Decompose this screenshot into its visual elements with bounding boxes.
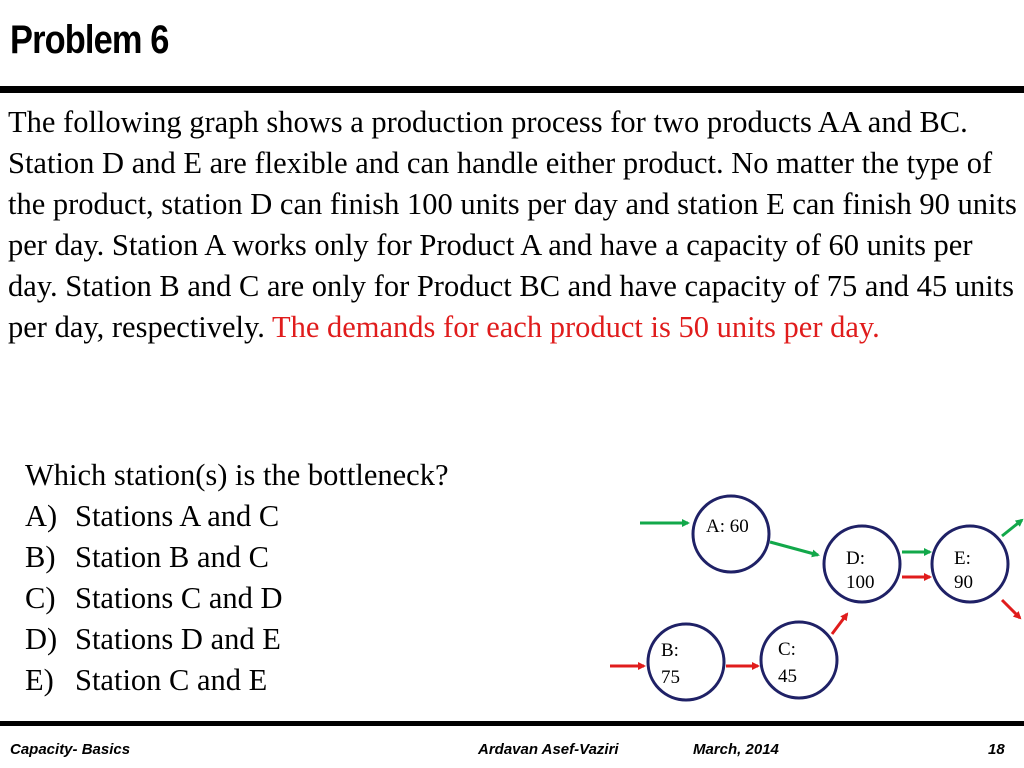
station-a-node [693,496,769,572]
footer-date: March, 2014 [693,741,779,758]
station-e-node [932,526,1008,602]
option-text: Stations D and E [75,622,281,656]
arrow-c-to-d [832,614,847,634]
station-c-capacity: 45 [778,666,797,687]
station-d-node [824,526,900,602]
option-letter: A) [25,499,58,533]
option-d [25,619,449,660]
option-text: Station B and C [75,540,270,574]
process-flow-diagram [600,480,1024,710]
footer-author: Ardavan Asef-Vaziri [478,741,619,758]
option-letter: D) [25,622,58,656]
option-e [25,660,449,701]
option-text: Stations A and C [75,499,280,533]
station-a-label: A: 60 [706,516,749,537]
station-e-label: E: [954,548,971,569]
question-prompt: Which station(s) is the bottleneck? [25,458,449,492]
option-c [25,578,449,619]
arrow-output-green [1002,520,1022,536]
title-divider [0,86,1024,93]
option-letter: B) [25,540,56,574]
arrow-output-red [1002,600,1020,618]
option-text: Station C and E [75,663,268,697]
footer-divider [0,721,1024,726]
station-c-node [761,622,837,698]
option-a [25,496,449,537]
question-block [25,455,449,701]
demand-highlight: The demands for each product is 50 units per day. [271,310,880,344]
option-text: Stations C and D [75,581,283,615]
station-e-capacity: 90 [954,572,973,593]
station-b-node [648,624,724,700]
station-d-label: D: [846,548,865,569]
footer-course: Capacity- Basics [10,741,131,758]
slide-title: Problem 6 [10,18,169,62]
arrow-a-to-d [770,542,818,555]
option-letter: C) [25,581,56,615]
option-letter: E) [25,663,54,697]
station-b-capacity: 75 [661,667,680,688]
station-d-capacity: 100 [846,572,875,593]
problem-text: The following graph shows a production process for two products AA and BC. Station D and E are flexible and can handle either product. No matter the type of the product, station D can finish 100 units per day and station E can finish 90 units per day. Station A works only for Product A and have a capacity of 60 units per day. Station B and C are only for Product BC and have capacity of 75 and 45 units per day, respectively. [8,105,1017,344]
problem-description [8,102,1020,348]
station-b-label: B: [661,640,679,661]
station-c-label: C: [778,639,796,660]
option-b [25,537,449,578]
page-number: 18 [988,741,1005,758]
